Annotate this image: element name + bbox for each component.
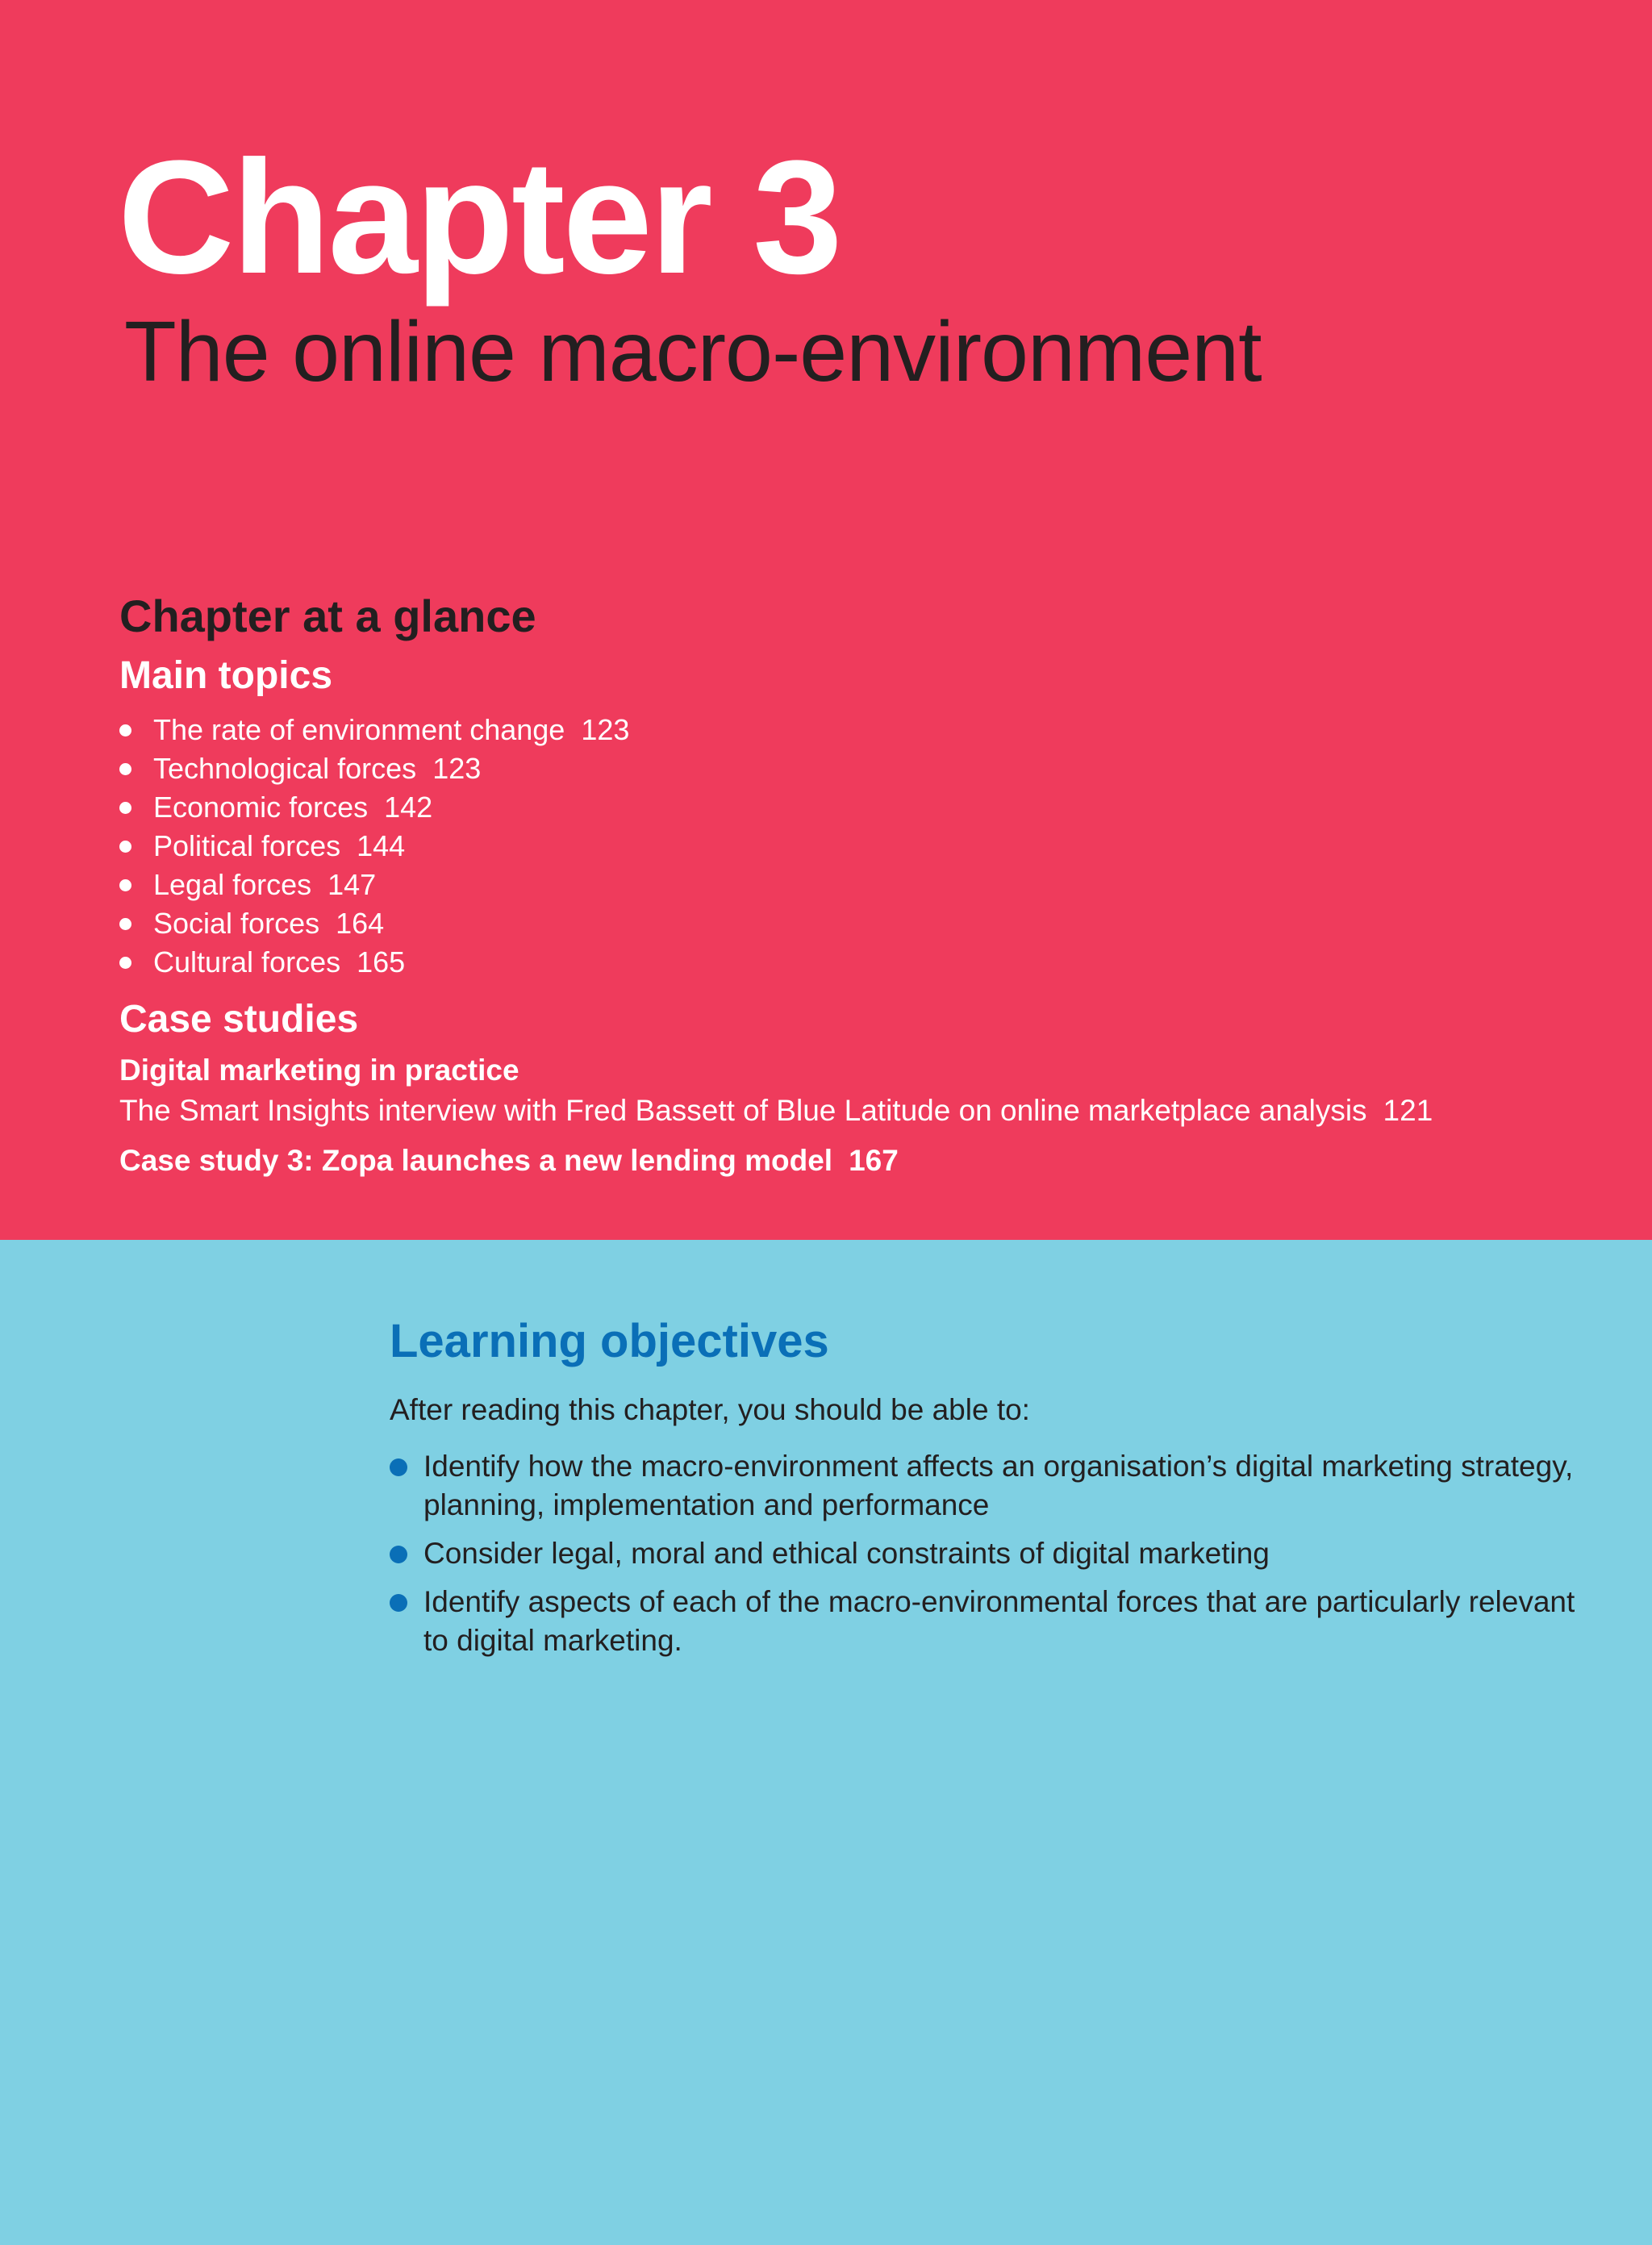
digital-marketing-in-practice-label: Digital marketing in practice (119, 1054, 519, 1087)
topic-label: Economic forces (153, 790, 369, 824)
bullet-icon (119, 918, 131, 930)
topic-label: The rate of environment change (153, 712, 565, 746)
topic-item (119, 711, 1620, 749)
topic-label: Political forces (153, 828, 341, 862)
interview-page-number: 121 (1383, 1093, 1433, 1127)
chapter-at-a-glance (119, 589, 1620, 1180)
glance-heading: Chapter at a glance (119, 590, 536, 641)
objective-item (390, 1447, 1583, 1525)
topic-label: Legal forces (153, 867, 312, 901)
bullet-icon (390, 1546, 407, 1563)
topic-page-number: 165 (357, 945, 406, 979)
topic-page-number: 123 (581, 712, 630, 746)
interview-text: The Smart Insights interview with Fred Bassett of Blue Latitude on online marketplace analysis (119, 1093, 1367, 1127)
objective-text: Consider legal, moral and ethical constraints of digital marketing (423, 1536, 1270, 1570)
topic-label: Cultural forces (153, 945, 341, 979)
learning-objectives-heading: Learning objectives (390, 1315, 829, 1367)
topic-label: Social forces (153, 906, 320, 940)
topic-item (119, 904, 1620, 943)
topic-item (119, 943, 1620, 982)
interview-entry (119, 1091, 1620, 1130)
topic-page-number: 142 (384, 790, 433, 824)
topic-page-number: 147 (327, 867, 377, 901)
case-study-text: Case study 3: Zopa launches a new lending model (119, 1143, 833, 1177)
case-study-entry (119, 1141, 1620, 1180)
objective-item (390, 1583, 1583, 1660)
topic-page-number: 144 (357, 828, 406, 862)
topic-page-number: 164 (336, 906, 385, 940)
learning-objectives (390, 1313, 1583, 1670)
bullet-icon (119, 763, 131, 775)
bullet-icon (119, 879, 131, 891)
objective-item (390, 1534, 1583, 1573)
objective-text: Identify how the macro-environment affects an organisation’s digital marketing strategy, planning, implementation and performance (423, 1449, 1574, 1521)
topic-page-number: 123 (432, 751, 482, 785)
case-studies-heading: Case studies (119, 997, 359, 1041)
bullet-icon (119, 957, 131, 969)
topic-item (119, 788, 1620, 827)
topic-item (119, 749, 1620, 788)
topic-label: Technological forces (153, 751, 417, 785)
learning-objectives-list (390, 1447, 1583, 1660)
bullet-icon (119, 724, 131, 737)
chapter-title: The online macro-environment (124, 304, 1262, 399)
bullet-icon (390, 1458, 407, 1476)
learning-objectives-intro: After reading this chapter, you should be able to: (390, 1392, 1030, 1426)
topic-item (119, 827, 1620, 866)
bullet-icon (119, 802, 131, 814)
case-study-page-number: 167 (849, 1143, 899, 1177)
main-topics-heading: Main topics (119, 654, 333, 698)
objective-text: Identify aspects of each of the macro-environmental forces that are particularly relevant to digital marketing. (423, 1584, 1575, 1657)
topic-item (119, 866, 1620, 904)
bullet-icon (390, 1594, 407, 1612)
main-topics-list (119, 711, 1620, 982)
bullet-icon (119, 841, 131, 853)
chapter-number: Chapter 3 (118, 127, 841, 307)
